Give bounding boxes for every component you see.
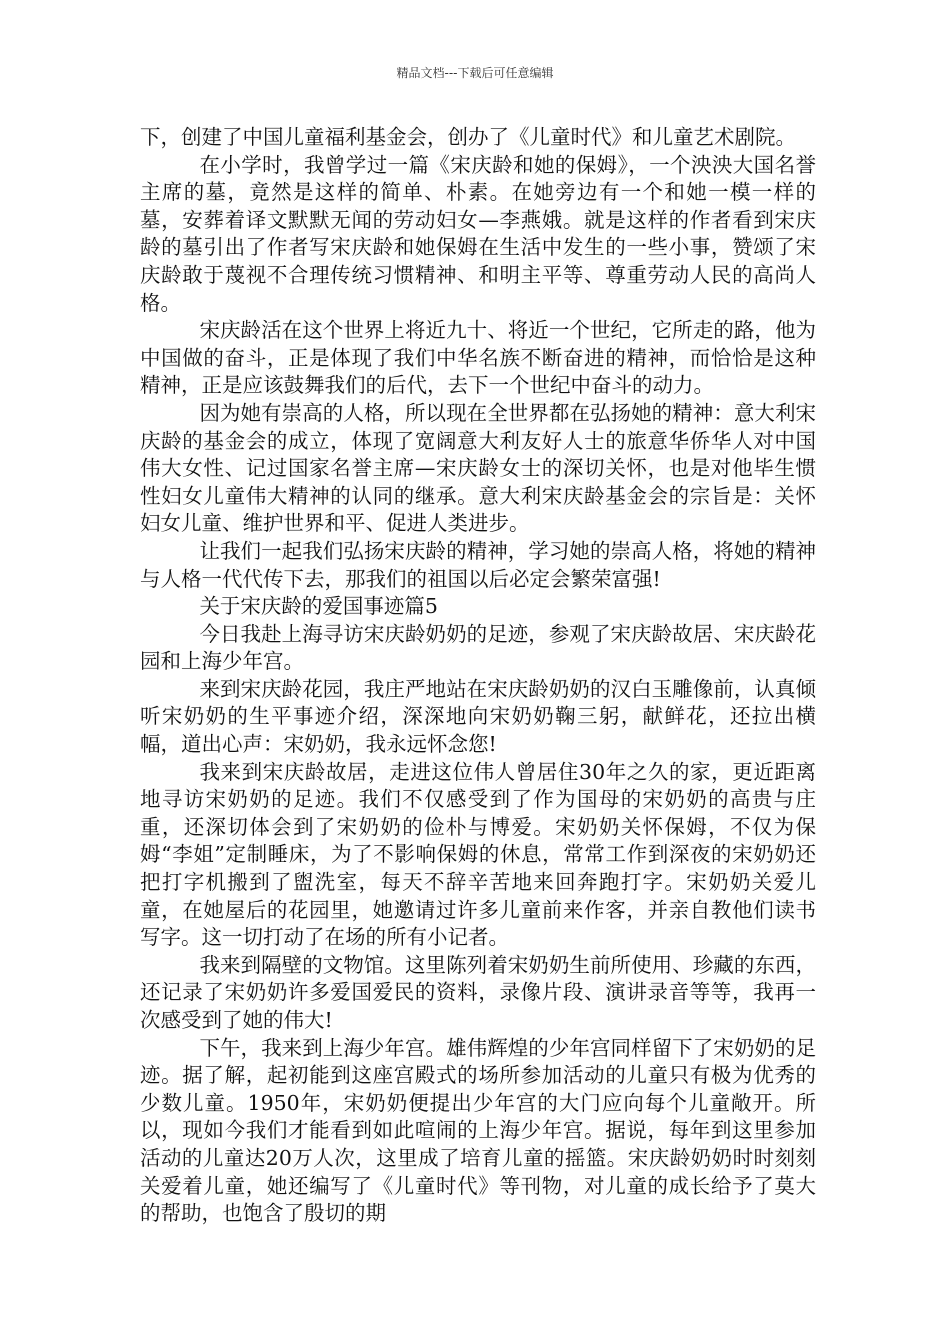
paragraph: 今日我赴上海寻访宋庆龄奶奶的足迹，参观了宋庆龄故居、宋庆龄花园和上海少年宫。: [140, 621, 816, 674]
paragraph: 在小学时，我曾学过一篇《宋庆龄和她的保姆》，一个泱泱大国名誉主席的墓，竟然是这样的简单、朴素。在她旁边有一个和她一模一样的墓，安葬着译文默默无闻的劳动妇女—李燕娥。就是这样的作者看到宋庆龄的墓引出了作者写宋庆龄和她保姆在生活中发生的一些小事，赞颂了宋庆龄敢于蔑视不合理传统习惯精神、和明主平等、尊重劳动人民的高尚人格。: [140, 152, 816, 315]
paragraph: 因为她有崇高的人格，所以现在全世界都在弘扬她的精神：意大利宋庆龄的基金会的成立，体现了宽阔意大利友好人士的旅意华侨华人对中国伟大女性、记过国家名誉主席—宋庆龄女士的深切关怀，也是对他毕生惯性妇女儿童伟大精神的认同的继承。意大利宋庆龄基金会的宗旨是：关怀妇女儿童、维护世界和平、促进人类进步。: [140, 400, 816, 536]
section-heading: 关于宋庆龄的爱国事迹篇5: [199, 594, 438, 619]
page-header: 精品文档---下载后可任意编辑: [396, 66, 554, 80]
paragraph: 下午，我来到上海少年宫。雄伟辉煌的少年宫同样留下了宋奶奶的足迹。据了解，起初能到这座宫殿式的场所参加活动的儿童只有极为优秀的少数儿童。1950年，宋奶奶便提出少年宫的大门应向每个儿童敞开。所以，现如今我们才能看到如此喧闹的上海少年宫。据说，每年到这里参加活动的儿童达20万人次，这里成了培育儿童的摇篮。宋庆龄奶奶时时刻刻关爱着儿童，她还编写了《儿童时代》等刊物，对儿童的成长给予了莫大的帮助，也饱含了殷切的期: [140, 1035, 816, 1226]
document-body: [140, 124, 816, 1228]
paragraph: 来到宋庆龄花园，我庄严地站在宋庆龄奶奶的汉白玉雕像前，认真倾听宋奶奶的生平事迹介绍，深深地向宋奶奶鞠三躬，献鲜花，还拉出横幅，道出心声：宋奶奶，我永远怀念您!: [140, 676, 816, 757]
paragraph: 我来到宋庆龄故居，走进这位伟人曾居住30年之久的家，更近距离地寻访宋奶奶的足迹。我们不仅感受到了作为国母的宋奶奶的高贵与庄重，还深切体会到了宋奶奶的俭朴与博爱。宋奶奶关怀保姆，不仅为保姆“李姐”定制睡床，为了不影响保姆的休息，常常工作到深夜的宋奶奶还把打字机搬到了盥洗室，每天不辞辛苦地来回奔跑打字。宋奶奶关爱儿童，在她屋后的花园里，她邀请过许多儿童前来作客，并亲自教他们读书写字。这一切打动了在场的所有小记者。: [140, 759, 816, 950]
paragraph: 下，创建了中国儿童福利基金会，创办了《儿童时代》和儿童艺术剧院。: [140, 125, 796, 149]
paragraph: 宋庆龄活在这个世界上将近九十、将近一个世纪，它所走的路，他为中国做的奋斗，正是体现了我们中华名族不断奋进的精神，而恰恰是这种精神，正是应该鼓舞我们的后代，去下一个世纪中奋斗的动力。: [140, 318, 816, 398]
paragraph: 我来到隔壁的文物馆。这里陈列着宋奶奶生前所使用、珍藏的东西，还记录了宋奶奶许多爱国爱民的资料，录像片段、演讲录音等等，我再一次感受到了她的伟大!: [140, 952, 816, 1032]
paragraph: 让我们一起我们弘扬宋庆龄的精神，学习她的崇高人格，将她的精神与人格一代代传下去，那我们的祖国以后必定会繁荣富强!: [140, 538, 816, 591]
